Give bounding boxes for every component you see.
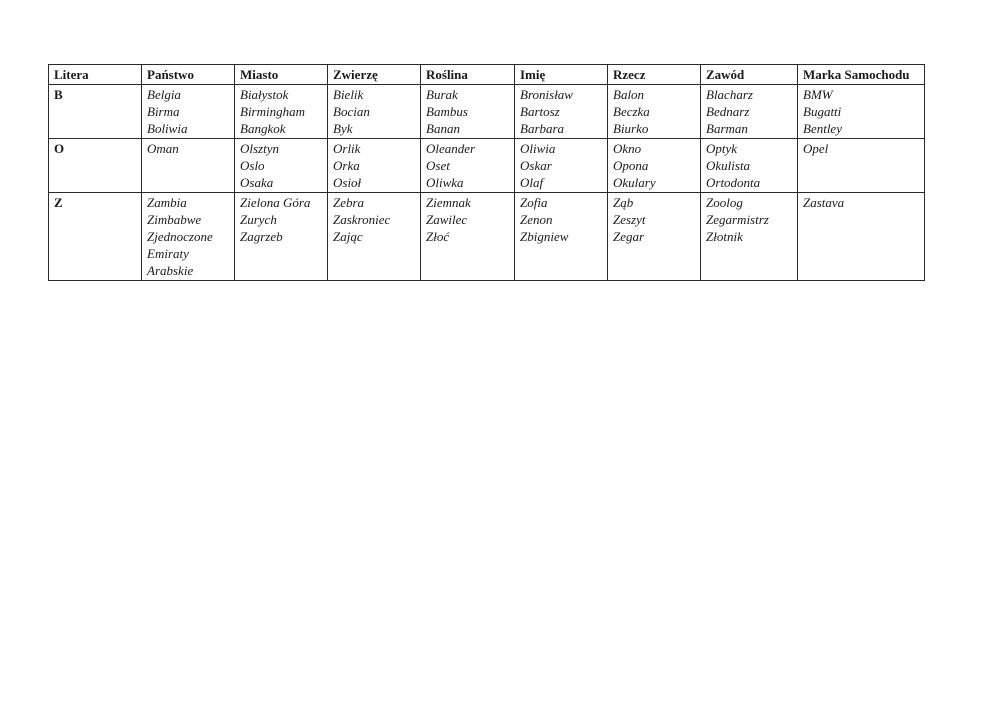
word-entry: Okulary xyxy=(613,175,656,190)
word-entry: Ziemnak xyxy=(426,195,471,210)
word-entry: Optyk xyxy=(706,141,738,156)
cell-rzecz xyxy=(608,193,701,281)
word-entry: Byk xyxy=(333,121,353,136)
word-entry: Orlik xyxy=(333,141,361,156)
word-entry: Belgia xyxy=(147,87,181,102)
word-entry: Banan xyxy=(426,121,460,136)
word-entry: Zielona Góra xyxy=(240,195,311,210)
cell-zawod xyxy=(701,139,798,193)
word-entry: BMW xyxy=(803,87,833,102)
cell-marka-samochodu xyxy=(798,193,925,281)
cell-roslina xyxy=(421,139,515,193)
cell-roslina xyxy=(421,85,515,139)
word-entry: Balon xyxy=(613,87,645,102)
word-entry: Zaskroniec xyxy=(333,212,391,227)
cell-panstwo xyxy=(142,139,235,193)
word-entry: Zambia xyxy=(147,195,187,210)
cell-zwierze xyxy=(328,139,421,193)
word-entry: Zoolog xyxy=(706,195,743,210)
word-entry: Bielik xyxy=(333,87,364,102)
cell-rzecz xyxy=(608,85,701,139)
word-entry: Ortodonta xyxy=(706,175,761,190)
cell-panstwo xyxy=(142,85,235,139)
header-row xyxy=(49,65,925,85)
word-entry: Burak xyxy=(426,87,458,102)
header-imie: Imię xyxy=(515,65,608,85)
word-entry: Olaf xyxy=(520,175,544,190)
word-entry: Oliwia xyxy=(520,141,556,156)
cell-zawod xyxy=(701,85,798,139)
word-entry: Zenon xyxy=(520,212,553,227)
word-entry: Oleander xyxy=(426,141,476,156)
word-entry: Okulista xyxy=(706,158,751,173)
word-entry: Zjednoczone Emiraty Arabskie xyxy=(147,229,213,278)
cell-miasto xyxy=(235,193,328,281)
word-entry: Okno xyxy=(613,141,642,156)
cell-marka-samochodu xyxy=(798,139,925,193)
word-entry: Opel xyxy=(803,141,829,156)
word-entry: Zagrzeb xyxy=(240,229,283,244)
header-zawod: Zawód xyxy=(701,65,798,85)
cell-rzecz xyxy=(608,139,701,193)
word-entry: Opona xyxy=(613,158,649,173)
word-entry: Bocian xyxy=(333,104,370,119)
cell-miasto xyxy=(235,85,328,139)
cell-miasto xyxy=(235,139,328,193)
word-entry: Birmingham xyxy=(240,104,305,119)
cell-roslina xyxy=(421,193,515,281)
table-header xyxy=(49,65,925,85)
word-entry: Osaka xyxy=(240,175,274,190)
word-entry: Zawilec xyxy=(426,212,468,227)
cell-marka-samochodu xyxy=(798,85,925,139)
table-body xyxy=(49,85,925,281)
word-entry: Złoć xyxy=(426,229,450,244)
header-litera: Litera xyxy=(49,65,142,85)
header-panstwo: Państwo xyxy=(142,65,235,85)
table-row xyxy=(49,85,925,139)
word-entry: Zastava xyxy=(803,195,845,210)
word-entry: Zegarmistrz xyxy=(706,212,769,227)
word-entry: Osioł xyxy=(333,175,362,190)
word-entry: Zegar xyxy=(613,229,645,244)
table-row xyxy=(49,139,925,193)
document-page xyxy=(48,64,925,281)
word-entry: Bangkok xyxy=(240,121,286,136)
word-entry: Birma xyxy=(147,104,180,119)
word-entry: Bambus xyxy=(426,104,468,119)
word-entry: Biurko xyxy=(613,121,649,136)
word-entry: Zając xyxy=(333,229,363,244)
word-entry: Zbigniew xyxy=(520,229,569,244)
header-zwierze: Zwierzę xyxy=(328,65,421,85)
word-entry: Oliwka xyxy=(426,175,464,190)
word-entry: Bugatti xyxy=(803,104,842,119)
word-entry: Zeszyt xyxy=(613,212,646,227)
cell-panstwo xyxy=(142,193,235,281)
word-entry: Oskar xyxy=(520,158,552,173)
word-entry: Zimbabwe xyxy=(147,212,202,227)
word-entry: Blacharz xyxy=(706,87,753,102)
word-entry: Olsztyn xyxy=(240,141,279,156)
word-entry: Bentley xyxy=(803,121,842,136)
word-entry: Bednarz xyxy=(706,104,750,119)
cell-imie xyxy=(515,193,608,281)
word-entry: Bronisław xyxy=(520,87,573,102)
cell-zwierze xyxy=(328,85,421,139)
word-entry: Boliwia xyxy=(147,121,188,136)
word-entry: Orka xyxy=(333,158,360,173)
letter-cell: O xyxy=(49,139,142,193)
word-entry: Ząb xyxy=(613,195,634,210)
cell-imie xyxy=(515,85,608,139)
cell-imie xyxy=(515,139,608,193)
word-entry: Oman xyxy=(147,141,179,156)
header-marka-samochodu: Marka Samochodu xyxy=(798,65,925,85)
word-entry: Oset xyxy=(426,158,450,173)
panstwa-miasta-table xyxy=(48,64,925,281)
word-entry: Zebra xyxy=(333,195,365,210)
cell-zawod xyxy=(701,193,798,281)
cell-zwierze xyxy=(328,193,421,281)
letter-cell: Z xyxy=(49,193,142,281)
word-entry: Złotnik xyxy=(706,229,743,244)
word-entry: Oslo xyxy=(240,158,265,173)
word-entry: Barbara xyxy=(520,121,565,136)
word-entry: Zofia xyxy=(520,195,548,210)
table-row xyxy=(49,193,925,281)
word-entry: Bartosz xyxy=(520,104,560,119)
header-roslina: Roślina xyxy=(421,65,515,85)
letter-cell: B xyxy=(49,85,142,139)
word-entry: Zurych xyxy=(240,212,277,227)
word-entry: Barman xyxy=(706,121,748,136)
word-entry: Białystok xyxy=(240,87,289,102)
header-rzecz: Rzecz xyxy=(608,65,701,85)
header-miasto: Miasto xyxy=(235,65,328,85)
word-entry: Beczka xyxy=(613,104,650,119)
